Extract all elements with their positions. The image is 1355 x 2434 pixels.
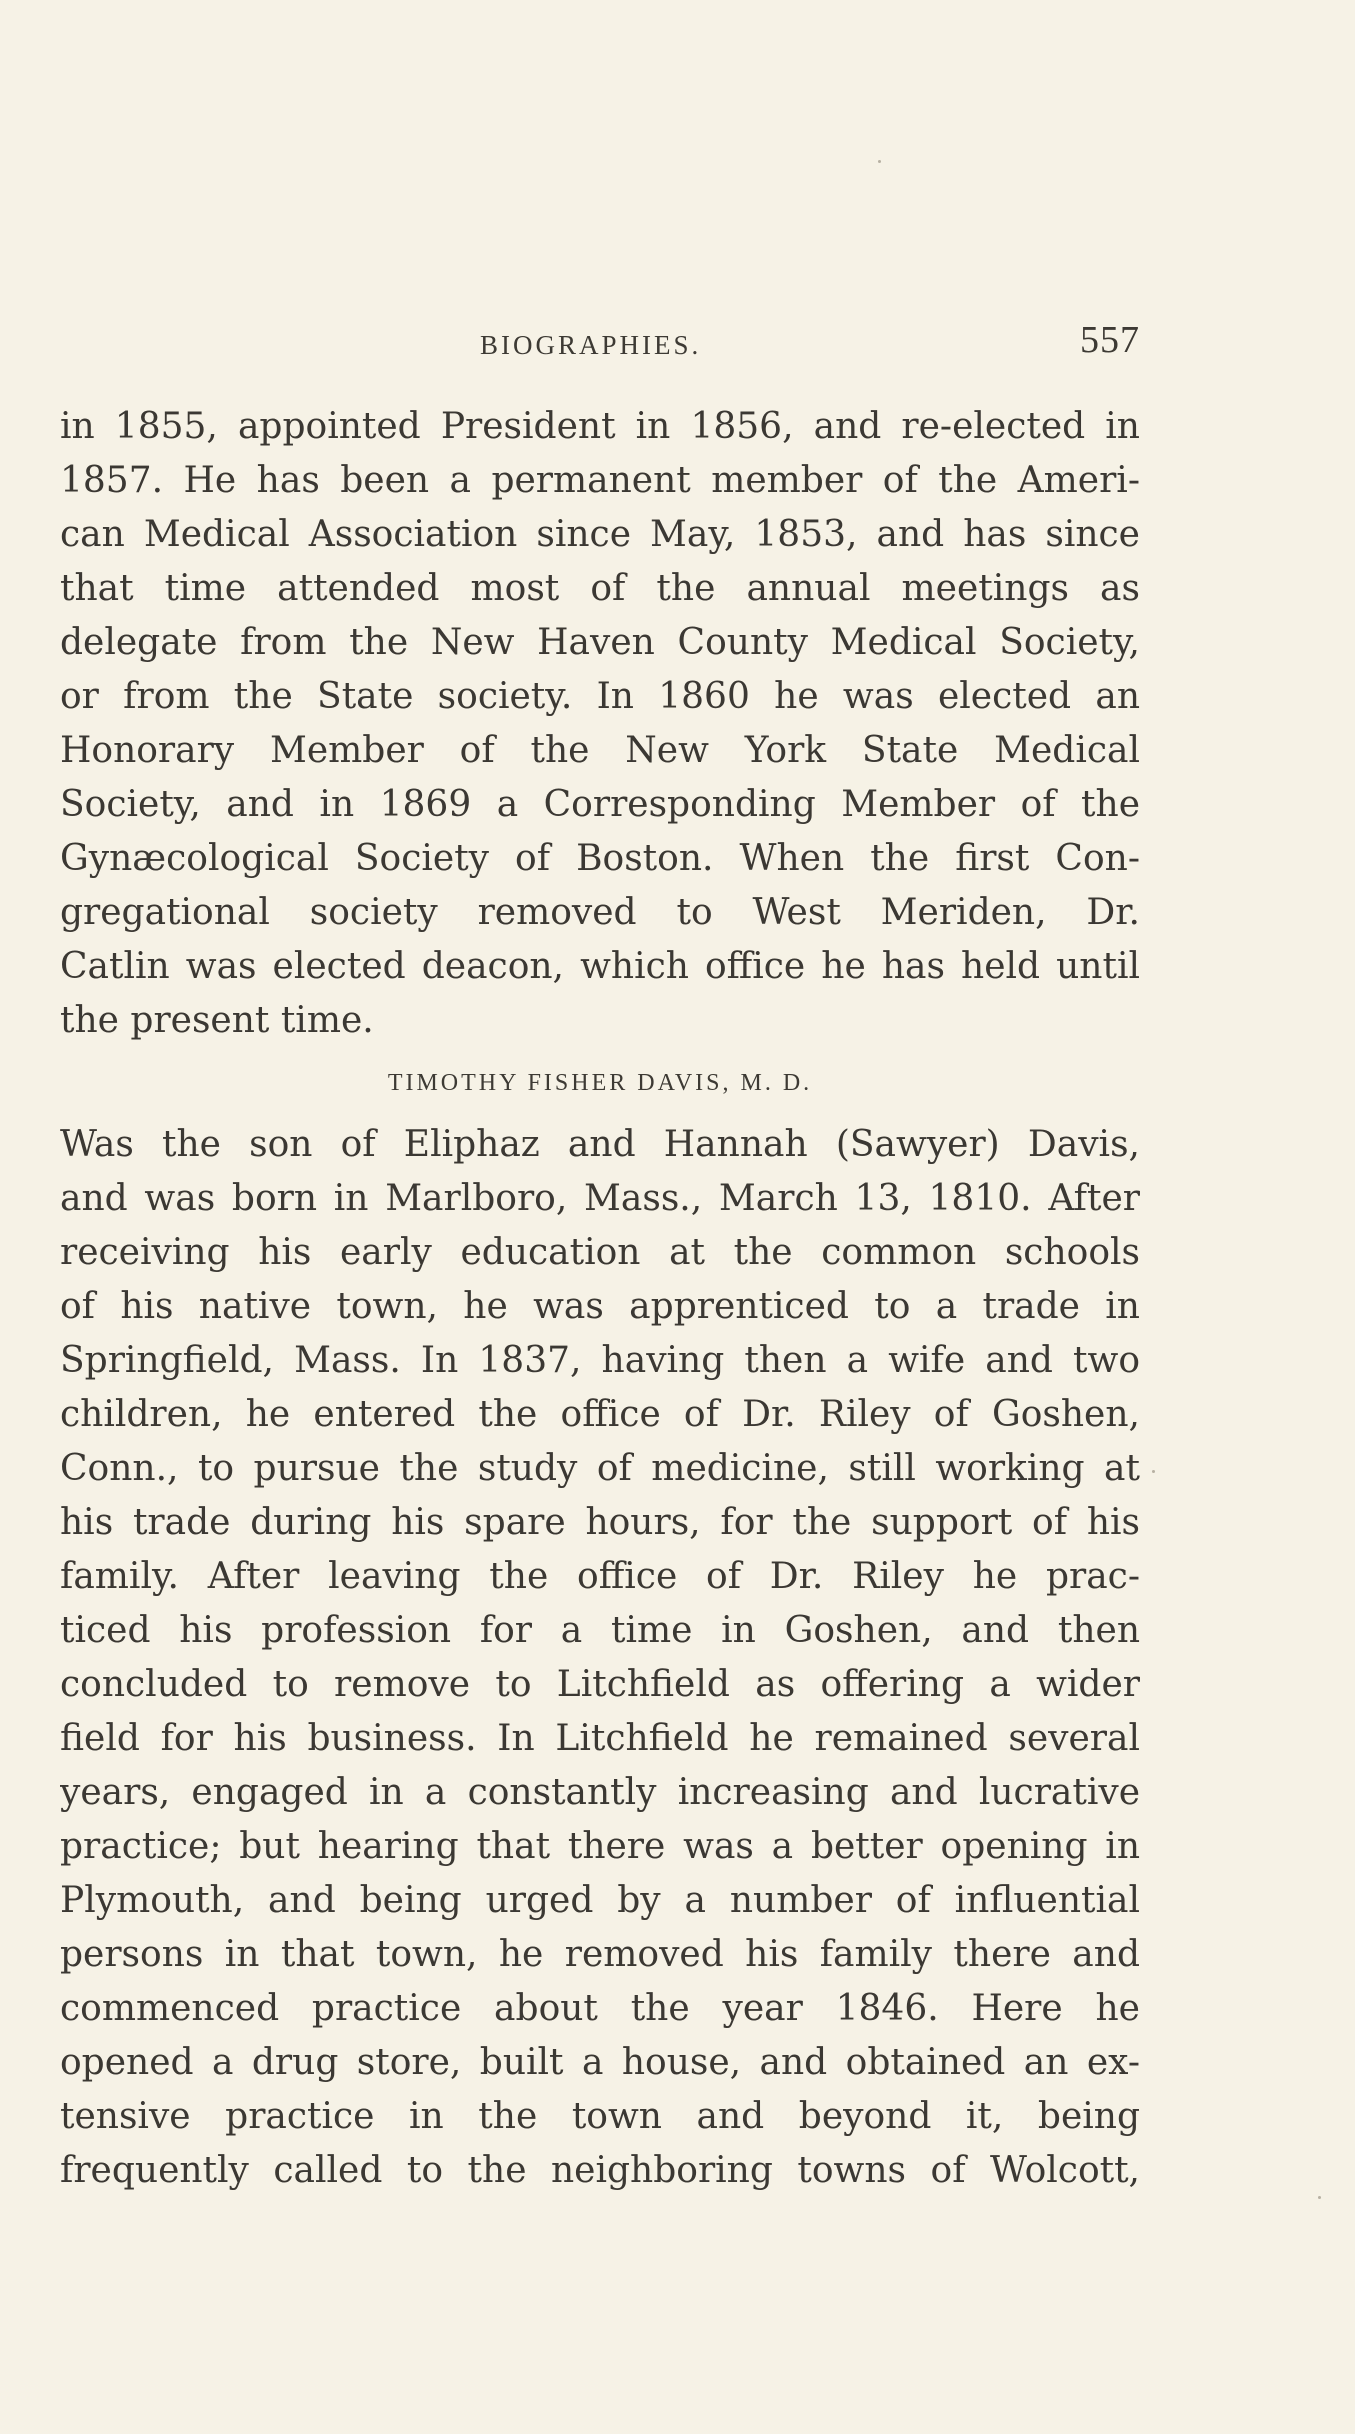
paragraph-davis bbox=[60, 1118, 1140, 2198]
paragraph-catlin-continued bbox=[60, 400, 1140, 1048]
text-line: Catlin was elected deacon, which office he has held until bbox=[60, 946, 1140, 987]
text-line: ticed his profession for a time in Goshen, and then bbox=[60, 1610, 1140, 1651]
text-line: Plymouth, and being urged by a number of influential bbox=[60, 1880, 1140, 1921]
text-line: Conn., to pursue the study of medicine, still working at bbox=[60, 1448, 1140, 1489]
paper-speck bbox=[878, 160, 881, 163]
body-text bbox=[60, 400, 1140, 2198]
text-line: of his native town, he was apprenticed to a trade in bbox=[60, 1286, 1140, 1327]
running-title: BIOGRAPHIES. bbox=[480, 330, 702, 360]
text-line: gregational society removed to West Meriden, Dr. bbox=[60, 892, 1140, 933]
text-line: and was born in Marlboro, Mass., March 13, 1810. After bbox=[60, 1178, 1140, 1219]
text-line: the present time. bbox=[60, 1000, 374, 1041]
text-line: years, engaged in a constantly increasing and lucrative bbox=[60, 1772, 1140, 1813]
text-line: 1857. He has been a permanent member of the Ameri- bbox=[60, 460, 1140, 501]
text-line: commenced practice about the year 1846. Here he bbox=[60, 1988, 1140, 2029]
text-line: Springfield, Mass. In 1837, having then a wife and two bbox=[60, 1340, 1140, 1381]
text-line: opened a drug store, built a house, and obtained an ex- bbox=[60, 2042, 1140, 2083]
text-line: that time attended most of the annual meetings as bbox=[60, 568, 1140, 609]
text-line: frequently called to the neighboring towns of Wolcott, bbox=[60, 2150, 1140, 2191]
text-line: Honorary Member of the New York State Medical bbox=[60, 730, 1140, 771]
text-line: children, he entered the office of Dr. Riley of Goshen, bbox=[60, 1394, 1140, 1435]
text-line: delegate from the New Haven County Medical Society, bbox=[60, 622, 1140, 663]
running-head bbox=[60, 318, 1140, 378]
paper-speck bbox=[1152, 1470, 1155, 1473]
text-line: tensive practice in the town and beyond it, being bbox=[60, 2096, 1140, 2137]
text-line: his trade during his spare hours, for the support of his bbox=[60, 1502, 1140, 1543]
text-line: practice; but hearing that there was a better opening in bbox=[60, 1826, 1140, 1867]
text-line: or from the State society. In 1860 he was elected an bbox=[60, 676, 1140, 717]
paper-speck bbox=[1318, 2196, 1321, 2199]
text-line: persons in that town, he removed his family there and bbox=[60, 1934, 1140, 1975]
text-line: can Medical Association since May, 1853, and has since bbox=[60, 514, 1140, 555]
text-line: in 1855, appointed President in 1856, and re-elected in bbox=[60, 406, 1140, 447]
text-line: field for his business. In Litchfield he remained several bbox=[60, 1718, 1140, 1759]
text-line: concluded to remove to Litchfield as offering a wider bbox=[60, 1664, 1140, 1705]
text-line: Was the son of Eliphaz and Hannah (Sawyer) Davis, bbox=[60, 1124, 1140, 1165]
text-line: Gynæcological Society of Boston. When the first Con- bbox=[60, 838, 1140, 879]
text-line: receiving his early education at the common schools bbox=[60, 1232, 1140, 1273]
text-line: family. After leaving the office of Dr. Riley he prac- bbox=[60, 1556, 1140, 1597]
text-line: Society, and in 1869 a Corresponding Member of the bbox=[60, 784, 1140, 825]
page-number: 557 bbox=[1080, 319, 1140, 361]
section-heading: TIMOTHY FISHER DAVIS, M. D. bbox=[387, 1070, 813, 1096]
